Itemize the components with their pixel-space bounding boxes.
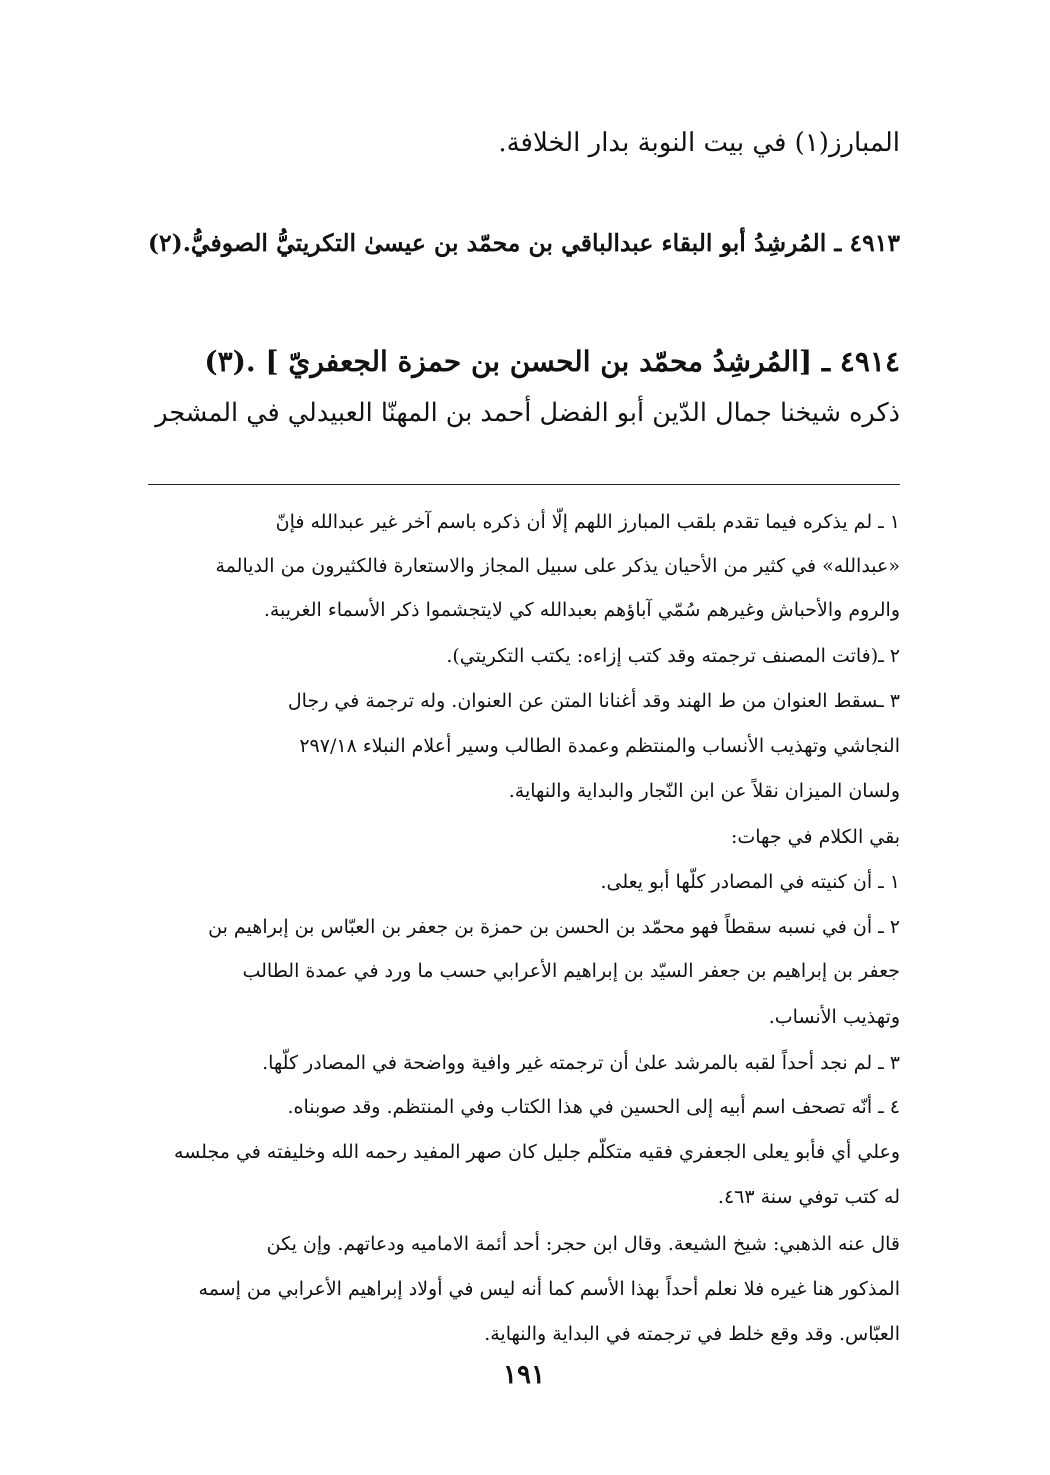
footnote-line: ٢ ـ(فاتت المصنف ترجمته وقد كتب إزاءه: يكتب التكريتي). (446, 645, 900, 667)
footnote-line: العبّاس. وقد وقع خلط في ترجمته في البداية والنهاية. (484, 1323, 900, 1345)
footnote-line: ٢ ـ أن في نسبه سقطاً فهو محمّد بن الحسن بن حمزة بن جعفر بن العبّاس بن إبراهيم بن (208, 916, 900, 938)
footnote-line: قال عنه الذهبي: شيخ الشيعة. وقال ابن حجر: أحد أئمة الاماميه ودعاتهم. وإن يكن (266, 1233, 900, 1255)
footnote-line: له كتب توفي سنة ٤٦٣. (717, 1186, 900, 1208)
footnote-line: بقي الكلام في جهات: (730, 826, 900, 848)
footnote-line: ١ ـ أن كنيته في المصادر كلّها أبو يعلى. (600, 871, 900, 893)
page-number: ١٩١ (503, 1360, 545, 1390)
entry-heading-4914: ٤٩١٤ ـ [المُرشِدُ محمّد بن الحسن بن حمزة الجعفريّ ] .(٣) (204, 345, 900, 378)
book-page (148, 0, 900, 1475)
footnote-line: ٤ ـ أنّه تصحف اسم أبيه إلى الحسين في هذا الكتاب وفي المنتظم. وقد صوبناه. (287, 1096, 900, 1118)
footnote-line: وعلي أي فأبو يعلى الجعفري فقيه متكلّم جليل كان صهر المفيد رحمه الله وخليفته في مجلسه (174, 1141, 900, 1163)
footnote-line: «عبدالله» في كثير من الأحيان يذكر على سبيل المجاز والاستعارة فالكثيرون من الديالمة (215, 555, 900, 577)
footnote-line: المذكور هنا غيره فلا نعلم أحداً بهذا الأسم كما أنه ليس في أولاد إبراهيم الأعرابي من إسمه (198, 1278, 900, 1300)
main-text-line: ذكره شيخنا جمال الدّين أبو الفضل أحمد بن المهنّا العبيدلي في المشجر (155, 398, 900, 428)
footnote-divider (148, 484, 900, 485)
entry-heading-4913: ٤٩١٣ ـ المُرشِدُ أبو البقاء عبدالباقي بن محمّد بن عيسىٰ التكريتيُّ الصوفيُّ.(٢) (147, 229, 900, 257)
footnote-line: ولسان الميزان نقلاً عن ابن النّجار والبداية والنهاية. (508, 780, 900, 802)
footnote-line: النجاشي وتهذيب الأنساب والمنتظم وعمدة الطالب وسير أعلام النبلاء ٢٩٧/١٨ (299, 735, 900, 757)
footnote-line: ٣ ـسقط العنوان من ط الهند وقد أغنانا المتن عن العنوان. وله ترجمة في رجال (287, 690, 900, 712)
main-text-line: المبارز(١) في بيت النوبة بدار الخلافة. (498, 128, 900, 158)
footnote-line: ٣ ـ لم نجد أحداً لقبه بالمرشد علىٰ أن ترجمته غير وافية وواضحة في المصادر كلّها. (262, 1052, 900, 1074)
footnote-line: جعفر بن إبراهيم بن جعفر السيّد بن إبراهيم الأعرابي حسب ما ورد في عمدة الطالب (242, 960, 900, 982)
footnote-line: والروم والأحباش وغيرهم سُمّي آباؤهم بعبدالله كي لايتجشموا ذكر الأسماء الغريبة. (263, 599, 900, 621)
footnote-line: ١ ـ لم يذكره فيما تقدم بلقب المبارز اللهم إلّا أن ذكره باسم آخر غير عبدالله فإنّ (275, 511, 900, 533)
footnote-line: وتهذيب الأنساب. (768, 1006, 900, 1028)
